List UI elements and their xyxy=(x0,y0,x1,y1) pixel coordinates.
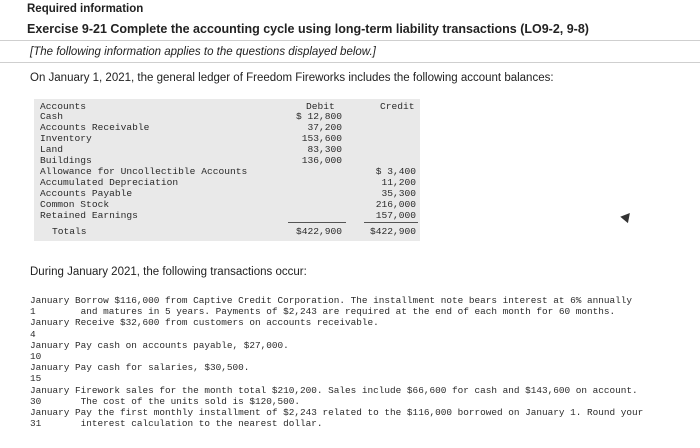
ledger-row xyxy=(34,155,420,166)
ledger-row xyxy=(34,133,420,144)
transaction-line: 1 and matures in 5 years. Payments of $2,243 are required at the end of each month for 60 months. xyxy=(30,306,616,318)
account-name: Buildings xyxy=(40,155,92,166)
credit-amount: 35,300 xyxy=(381,188,416,199)
required-information-heading: Required information xyxy=(27,3,144,15)
transaction-line: 15 xyxy=(30,373,42,385)
credit-amount: 11,200 xyxy=(381,177,416,188)
transaction-line: 30 The cost of the units sold is $120,500. xyxy=(30,395,301,407)
account-name: Common Stock xyxy=(40,199,110,210)
ledger-row xyxy=(34,177,420,188)
divider xyxy=(0,62,700,63)
account-name: Accounts Payable xyxy=(40,188,133,199)
transaction-line: January Pay cash on accounts payable, $27,000. xyxy=(30,339,289,351)
exercise-title: Exercise 9-21 Complete the accounting cycle using long-term liability transactions (LO9-2, 9-8) xyxy=(27,22,589,36)
ledger-row xyxy=(34,166,420,177)
account-name: Cash xyxy=(40,111,64,122)
debit-total: $422,900 xyxy=(295,226,342,237)
ledger-totals-row xyxy=(34,226,420,237)
account-name: Accounts Receivable xyxy=(40,122,150,133)
debit-amount: 153,600 xyxy=(301,133,342,144)
ledger-row xyxy=(34,122,420,133)
transaction-line: January Receive $32,600 from customers on accounts receivable. xyxy=(30,317,379,329)
transaction-line: 31 interest calculation to the nearest dollar. xyxy=(30,418,323,430)
account-name: Accumulated Depreciation xyxy=(40,177,179,188)
account-name: Land xyxy=(40,144,64,155)
debit-amount: $ 12,800 xyxy=(295,111,342,122)
ledger-row xyxy=(34,199,420,210)
credit-total-underline xyxy=(364,222,418,223)
ledger-row xyxy=(34,111,420,122)
transaction-line: 10 xyxy=(30,350,42,362)
ledger-row xyxy=(34,188,420,199)
transaction-line: January Pay the first monthly installment of $2,243 related to the $116,000 borrowed on January 1. Round your xyxy=(30,406,644,418)
credit-amount: 157,000 xyxy=(375,210,416,221)
ledger-row xyxy=(34,144,420,155)
credit-header: Credit xyxy=(380,101,415,112)
account-name: Inventory xyxy=(40,133,92,144)
instructions-note: [The following information applies to the questions displayed below.] xyxy=(30,46,376,58)
debit-header: Debit xyxy=(306,101,335,112)
credit-total: $422,900 xyxy=(369,226,416,237)
transaction-line: January Firework sales for the month total $210,200. Sales include $66,600 for cash and $143,600 on account. xyxy=(30,384,638,396)
transaction-line: 4 xyxy=(30,328,36,340)
transaction-line: January Borrow $116,000 from Captive Credit Corporation. The installment note bears interest at 6% annually xyxy=(30,295,632,306)
intro-text: On January 1, 2021, the general ledger of Freedom Fireworks includes the following account balances: xyxy=(30,72,554,84)
transactions-list xyxy=(30,295,690,429)
ledger-table xyxy=(34,99,420,241)
mouse-cursor-icon xyxy=(620,210,633,223)
credit-amount: $ 3,400 xyxy=(375,166,416,177)
account-name: Allowance for Uncollectible Accounts xyxy=(40,166,248,177)
debit-amount: 136,000 xyxy=(301,155,342,166)
credit-amount: 216,000 xyxy=(375,199,416,210)
transaction-line: January Pay cash for salaries, $30,500. xyxy=(30,362,250,374)
debit-amount: 37,200 xyxy=(307,122,342,133)
transactions-intro: During January 2021, the following transactions occur: xyxy=(30,266,307,278)
account-name: Retained Earnings xyxy=(40,210,138,221)
ledger-row xyxy=(34,210,420,221)
totals-label: Totals xyxy=(52,226,87,237)
accounts-header: Accounts xyxy=(40,101,87,112)
debit-amount: 83,300 xyxy=(307,144,342,155)
divider xyxy=(0,40,700,41)
debit-total-underline xyxy=(288,222,346,223)
